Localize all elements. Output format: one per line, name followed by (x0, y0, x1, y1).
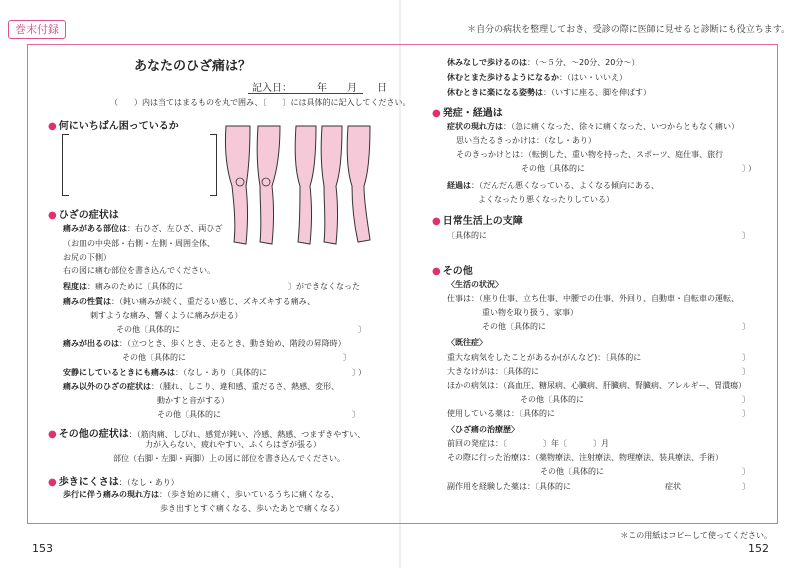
line-rest-posture (447, 87, 651, 98)
bracket-close: 〕 (742, 395, 750, 404)
subsection-treatment: 〈ひざ痛の治療歴〉 (447, 425, 519, 434)
bracket-close: 〕 (742, 164, 750, 173)
options-walking[interactable]: ：（なし・あり） (118, 478, 179, 487)
line-work-2[interactable]: 重い物を取り扱う、家事） (482, 308, 578, 317)
options-other-symptoms[interactable]: ：（筋肉痛、しびれ、感覚が鈍い、冷感、熱感、つまずきやすい、 (128, 430, 366, 439)
line-other-symptoms-2[interactable]: 力が入らない、疲れやすい、ふくらはぎが張る） (145, 440, 321, 449)
line-pain-location (63, 223, 222, 234)
options-walk-duration[interactable]: ：（～５分、～20分、20分～） (527, 58, 640, 67)
options-rest-posture[interactable]: ：（いすに座る、脚を伸ばす） (543, 88, 651, 97)
line-course-2[interactable]: よくなったり悪くなったりしている） (478, 195, 614, 204)
severity-text[interactable]: ：痛みのために〔具体的に (87, 282, 183, 291)
bracket-close: 〕 (352, 368, 360, 377)
line-rest-walk (447, 72, 627, 83)
label-pain-location: 痛みがある部位は (63, 224, 127, 233)
line-medication[interactable]: 使用している薬は：〔具体的に (447, 409, 555, 418)
line-injury[interactable]: 大きなけがは：〔具体的に (447, 367, 539, 376)
bracket-close: 〕 (742, 482, 750, 491)
line-work-other[interactable]: その他〔具体的に (482, 322, 546, 331)
subsection-history: 〈既往症〉 (447, 338, 487, 347)
line-symptom-location[interactable]: 部位（右脚・左脚・両脚）上の図に部位を書き込んでください。 (113, 454, 345, 463)
line-pain-timing-other[interactable]: その他〔具体的に (122, 353, 186, 362)
line-side-effect[interactable]: 副作用を経験した薬は：〔具体的に (447, 482, 571, 491)
label-pain-timing: 痛みが出るのは (63, 339, 119, 348)
label-walking-pain: 歩行に伴う痛みの現れ方は (63, 490, 159, 499)
paren-close: ） (748, 164, 756, 173)
options-pain-nature[interactable]: ：（鈍い痛みが続く、重だるい感じ、ズキズキする痛み、 (111, 297, 316, 306)
answer-bracket-right[interactable] (210, 134, 217, 196)
prev-onset-month: 〕月 (593, 439, 609, 448)
label-walk-duration: 休みなしで歩けるのは (447, 58, 527, 67)
line-trigger-other[interactable]: その他〔具体的に (521, 164, 585, 173)
line-other-knee (63, 381, 339, 392)
line-treatment-other[interactable]: その他〔具体的に (540, 467, 604, 476)
prev-onset-label: 前回の発症は：〔 (447, 439, 507, 448)
line-course (447, 180, 659, 191)
label-pain-nature: 痛みの性質は (63, 297, 111, 306)
line-severity (63, 281, 183, 292)
label-onset-manner: 症状の現れ方は (447, 122, 503, 131)
top-note: ＊自分の病状を整理しておき、受診の際に医師に見せると診断にも役立ちます。 (467, 25, 790, 35)
bracket-close: 〕 (742, 409, 750, 418)
subsection-living: 〈生活の状況〉 (447, 280, 503, 289)
bracket-close: 〕 (742, 322, 750, 331)
label-course: 経過は (447, 181, 471, 190)
footnote: ＊この用紙はコピーして使ってください。 (620, 531, 772, 540)
line-draw-instruction: 右の図に痛む部位を書き込んでください。 (63, 266, 215, 275)
options-rest-walk[interactable]: ：（はい・いいえ） (559, 73, 627, 82)
page-number-right: 152 (748, 542, 769, 555)
prev-onset-year: 〕年〔 (543, 439, 567, 448)
line-onset-manner (447, 121, 739, 132)
line-buttock[interactable]: お尻の下側） (63, 253, 111, 262)
section-knee-symptoms: ● ひざの症状は (48, 206, 119, 221)
line-other-knee-other[interactable]: その他〔具体的に (157, 410, 221, 419)
line-other-illness-other[interactable]: その他〔具体的に (520, 395, 584, 404)
options-rest-pain[interactable]: ：（なし・あり〔具体的に (175, 368, 267, 377)
bracket-close: 〕 (742, 467, 750, 476)
label-rest-walk: 休むとまた歩けるようになるか (447, 73, 559, 82)
line-pain-nature-other[interactable]: その他〔具体的に (116, 325, 180, 334)
options-pain-location[interactable]: ：右ひざ、左ひざ、両ひざ (127, 224, 223, 233)
answer-bracket-left (62, 134, 69, 196)
bracket-close: 〕 (742, 231, 750, 240)
label-rest-pain: 安静にしているときにも痛みは (63, 368, 175, 377)
line-walking (48, 473, 179, 488)
paren-close: ） (358, 368, 366, 377)
line-pain-area[interactable]: （お皿の中央部・右側・左側・周囲全体、 (63, 239, 215, 248)
options-other-knee[interactable]: ：（腫れ、しこり、違和感、重だるさ、熱感、変形、 (151, 382, 340, 391)
options-walking-pain[interactable]: ：（歩き始めに痛く、歩いているうちに痛くなる、 (159, 490, 339, 499)
line-pain-timing (63, 338, 346, 349)
label-severity: 程度は (63, 282, 87, 291)
section-daily-life: ● 日常生活上の支障 (432, 212, 523, 227)
severity-suffix: 〕ができなくなった (288, 282, 360, 291)
date-underline (248, 93, 363, 94)
line-other-symptoms (48, 425, 365, 440)
line-previous-onset (447, 438, 609, 449)
page-number-left: 153 (32, 542, 53, 555)
section-walking: ● 歩きにくさは (48, 477, 119, 488)
options-onset-manner[interactable]: ：（急に痛くなった、徐々に痛くなった、いつからともなく痛い） (503, 122, 739, 131)
line-pain-nature-2[interactable]: 刺すような痛み、響くように痛みが走る） (90, 311, 243, 320)
line-trigger-kind[interactable]: そのきっかけとは：（転倒した、重い物を持った、スポーツ、庭仕事、旅行 (456, 150, 724, 159)
line-work[interactable]: 仕事は：（座り仕事、立ち仕事、中腰での仕事、外回り、自動車・自転車の運転、 (447, 294, 739, 303)
bracket-close: 〕 (742, 367, 750, 376)
line-treatment[interactable]: その際に行った治療は：（薬物療法、注射療法、物理療法、装具療法、手術） (447, 453, 723, 462)
line-rest-pain (63, 367, 267, 378)
line-pain-nature (63, 296, 315, 307)
bracket-close: 〕 (742, 353, 750, 362)
options-pain-timing[interactable]: ：（立つとき、歩くとき、走るとき、動き始め、階段の昇降時） (119, 339, 346, 348)
label-rest-posture: 休むときに楽になる姿勢は (447, 88, 543, 97)
bracket-close: 〕 (343, 353, 351, 362)
line-walking-pain (63, 489, 339, 500)
line-other-knee-2[interactable]: 動かすと音がする） (157, 396, 229, 405)
line-other-illness[interactable]: ほかの病気は：（高血圧、糖尿病、心臓病、肝臓病、腎臓病、アレルギー、胃潰瘍） (447, 381, 747, 390)
legs-illustration (218, 124, 376, 256)
bracket-close: 〕 (352, 410, 360, 419)
side-effect-symptom[interactable]: 症状 (665, 482, 681, 491)
section-main-complaint: ● 何にいちばん困っているか (48, 117, 179, 132)
line-trigger[interactable]: 思い当たるきっかけは：（なし・あり） (456, 136, 596, 145)
line-walking-pain-2[interactable]: 歩き出すとすぐ痛くなる、歩いたあとで痛くなる） (160, 504, 344, 513)
section-other-symptoms: ● その他の症状は (48, 429, 129, 440)
line-walk-duration (447, 57, 639, 68)
section-onset: ● 発症・経過は (432, 104, 503, 119)
date-field[interactable]: 記入日： 年 月 日 (252, 83, 387, 94)
label-other-knee: 痛み以外のひざの症状は (63, 382, 151, 391)
instruction: （ ）内は当てはまるものを丸で囲み、〔 〕には具体的に記入してください。 (110, 98, 411, 107)
page-title: あなたのひざ痛は？ (134, 59, 252, 74)
line-daily-life[interactable]: 〔具体的に (447, 231, 487, 240)
options-course[interactable]: ：（だんだん悪くなっている、よくなる傾向にある、 (471, 181, 659, 190)
appendix-tag: 巻末付録 (8, 20, 66, 39)
bracket-close: 〕 (358, 325, 366, 334)
line-serious-illness[interactable]: 重大な病気をしたことがあるか(がんなど)：〔具体的に (447, 353, 642, 362)
section-other: ● その他 (432, 262, 473, 277)
